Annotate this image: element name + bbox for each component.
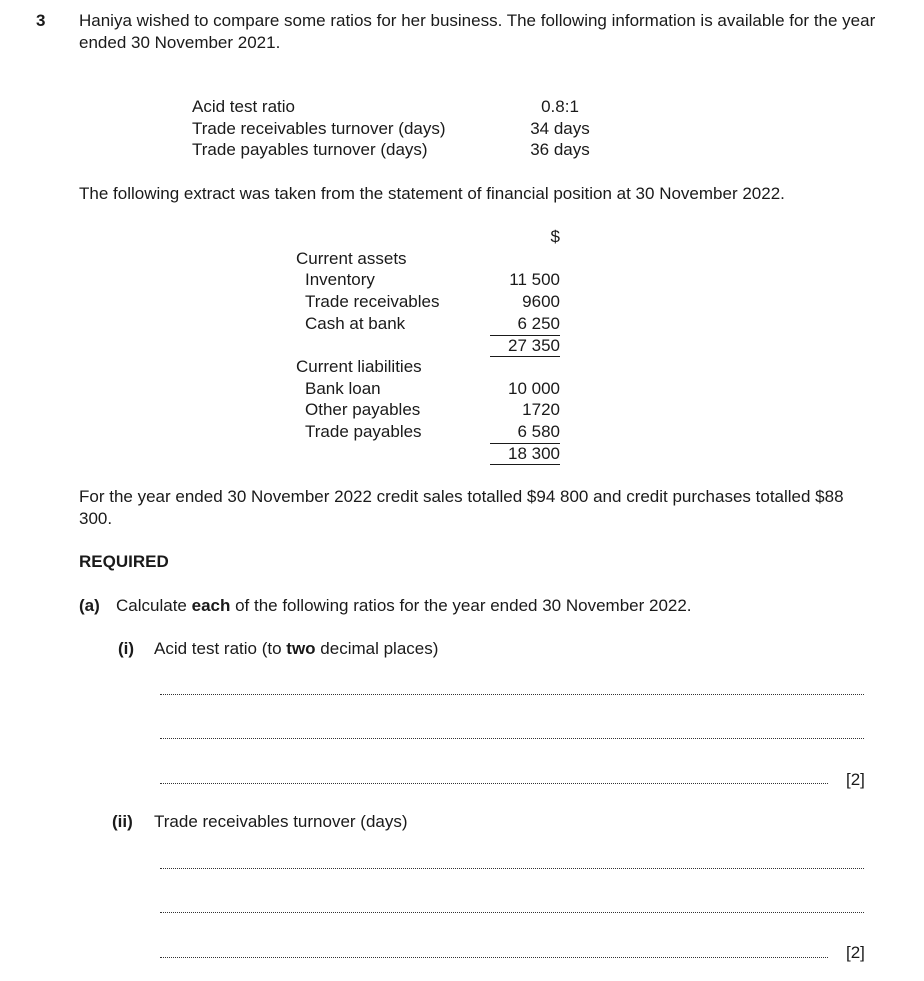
- sub-i-label: (i): [118, 639, 135, 658]
- liability-label-bank-loan: Bank loan: [305, 379, 381, 398]
- required-heading: REQUIRED: [79, 552, 169, 571]
- question-intro: Haniya wished to compare some ratios for her business. The following information is available for the year ended 30 November 2021.: [79, 11, 876, 52]
- ratio-value-acid-test: 0.8:1: [541, 97, 579, 116]
- part-a-instruction: Calculate each of the following ratios for the year ended 30 November 2022.: [116, 596, 692, 615]
- marks-ii: [2]: [846, 943, 865, 962]
- question-number: 3: [36, 11, 46, 30]
- ratio-value-receivables: 34 days: [530, 119, 590, 138]
- asset-label-cash: Cash at bank: [305, 314, 406, 333]
- liability-label-other-payables: Other payables: [305, 400, 421, 419]
- asset-label-receivables: Trade receivables: [305, 292, 440, 311]
- asset-label-inventory: Inventory: [305, 270, 375, 289]
- ratio-label-payables: Trade payables turnover (days): [192, 140, 428, 159]
- liability-amount-other-payables: 1720: [522, 400, 560, 419]
- asset-amount-receivables: 9600: [522, 292, 560, 311]
- ratio-label-receivables: Trade receivables turnover (days): [192, 119, 446, 138]
- answer-line-i-1[interactable]: [160, 694, 864, 695]
- current-assets-heading: Current assets: [296, 249, 407, 268]
- asset-amount-cash: 6 250: [490, 313, 560, 336]
- sub-i-text: Acid test ratio (to two decimal places): [154, 639, 439, 658]
- extract-intro: The following extract was taken from the statement of financial position at 30 November 2022.: [79, 184, 785, 203]
- sub-ii-text: Trade receivables turnover (days): [154, 812, 408, 831]
- credit-info: For the year ended 30 November 2022 credit sales totalled $94 800 and credit purchases totalled $88 300.: [79, 487, 844, 528]
- current-assets-total: 27 350: [490, 335, 560, 357]
- marks-i: [2]: [846, 770, 865, 789]
- current-liabilities-total: 18 300: [490, 443, 560, 465]
- ratio-label-acid-test: Acid test ratio: [192, 97, 295, 116]
- liability-amount-trade-payables: 6 580: [490, 421, 560, 444]
- liability-label-trade-payables: Trade payables: [305, 422, 422, 441]
- answer-line-ii-2[interactable]: [160, 912, 864, 913]
- liability-amount-bank-loan: 10 000: [508, 379, 560, 398]
- sub-ii-label: (ii): [112, 812, 133, 831]
- currency-header: $: [550, 227, 560, 246]
- answer-line-ii-1[interactable]: [160, 868, 864, 869]
- asset-amount-inventory: 11 500: [509, 270, 560, 289]
- ratio-value-payables: 36 days: [530, 140, 590, 159]
- current-liabilities-heading: Current liabilities: [296, 357, 422, 376]
- answer-line-ii-3[interactable]: [160, 957, 828, 958]
- part-a-label: (a): [79, 596, 100, 615]
- answer-line-i-3[interactable]: [160, 783, 828, 784]
- answer-line-i-2[interactable]: [160, 738, 864, 739]
